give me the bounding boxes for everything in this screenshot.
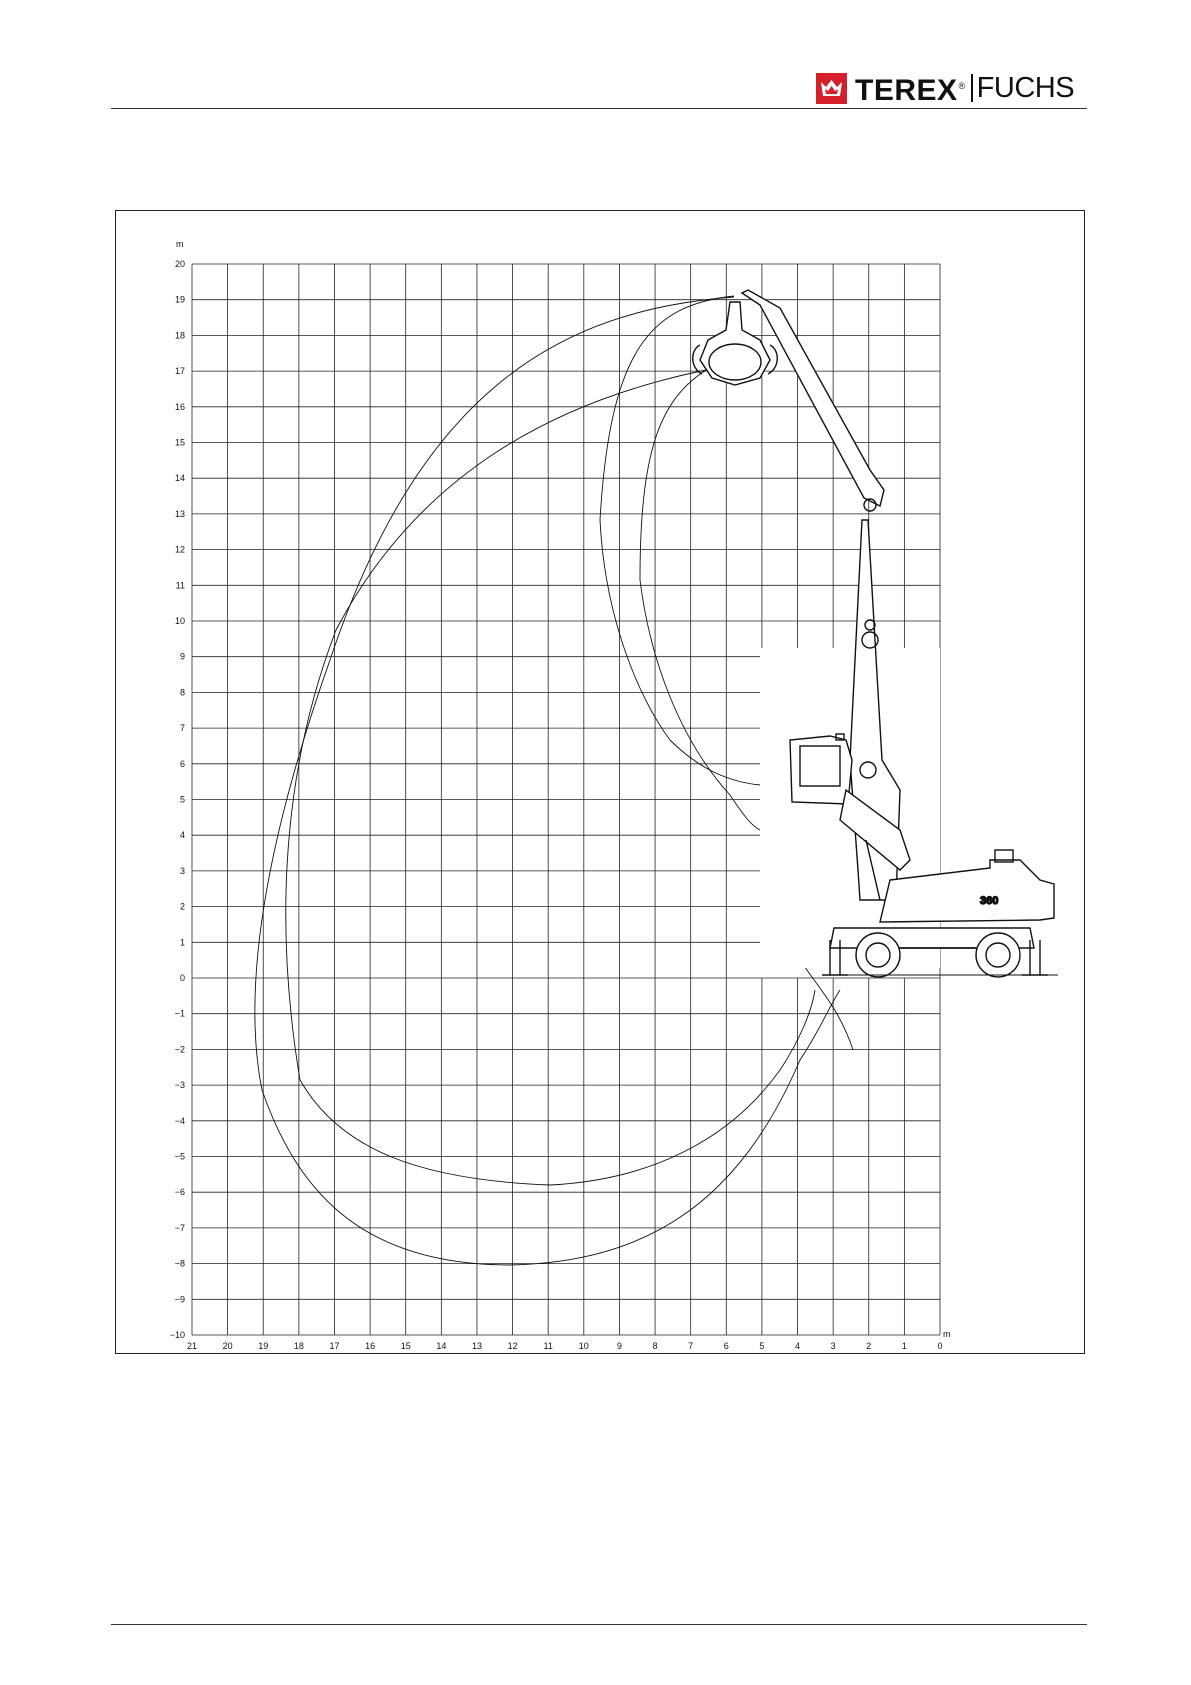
x-tick-label: 18 xyxy=(293,1341,304,1351)
material-handler-machine xyxy=(693,290,1058,977)
y-tick-label: 17 xyxy=(174,366,185,377)
inner-reach-curve xyxy=(286,370,815,1185)
x-tick-label: 2 xyxy=(866,1341,872,1351)
y-tick-label: −10 xyxy=(169,1330,185,1340)
x-tick-label: 5 xyxy=(759,1341,765,1351)
x-tick-label: 14 xyxy=(436,1341,447,1351)
y-tick-label: 16 xyxy=(174,401,185,412)
y-unit-label: m xyxy=(176,239,184,249)
y-tick-label: 9 xyxy=(179,651,185,662)
y-tick-label: 14 xyxy=(174,473,185,484)
y-tick-label: 4 xyxy=(179,830,185,841)
y-tick-label: 13 xyxy=(174,508,185,519)
footer-rule xyxy=(111,1624,1087,1625)
y-tick-label: 0 xyxy=(179,973,185,983)
y-tick-label: 5 xyxy=(179,794,185,805)
x-tick-label: 13 xyxy=(471,1341,482,1351)
y-tick-label: 15 xyxy=(174,437,185,448)
y-tick-label: 12 xyxy=(174,544,185,555)
y-tick-label: 8 xyxy=(179,687,185,698)
y-tick-label: 11 xyxy=(175,580,185,591)
machine-model-label: 360 xyxy=(980,895,999,907)
y-tick-label: −3 xyxy=(174,1080,185,1091)
y-tick-label: 20 xyxy=(174,259,185,269)
y-tick-label: 3 xyxy=(179,865,185,876)
stick xyxy=(742,290,884,506)
x-tick-label: 21 xyxy=(186,1341,198,1351)
y-tick-label: 18 xyxy=(174,330,185,341)
x-tick-label: 16 xyxy=(365,1341,376,1351)
y-tick-label: −9 xyxy=(174,1294,185,1305)
brand-fuchs: FUCHS xyxy=(976,72,1075,104)
y-tick-label: 19 xyxy=(174,294,185,305)
registered-mark: ® xyxy=(958,80,966,91)
y-tick-label: 1 xyxy=(179,937,185,948)
x-tick-label: 10 xyxy=(578,1341,589,1351)
y-tick-label: −1 xyxy=(174,1008,185,1019)
x-tick-label: 7 xyxy=(688,1341,694,1351)
x-tick-label: 3 xyxy=(830,1341,836,1351)
lower-arc-1 xyxy=(800,960,853,1050)
y-tick-label: −2 xyxy=(174,1044,185,1055)
x-tick-label: 4 xyxy=(795,1341,801,1351)
y-tick-label: −7 xyxy=(174,1222,185,1233)
y-tick-label: −6 xyxy=(174,1187,185,1198)
y-tick-label: 10 xyxy=(174,616,185,626)
upper-arc-2 xyxy=(640,370,760,830)
x-tick-label: 12 xyxy=(507,1341,518,1351)
x-tick-label: 20 xyxy=(222,1341,233,1351)
y-tick-label: −8 xyxy=(174,1258,185,1269)
y-tick-label: −5 xyxy=(174,1151,185,1162)
y-tick-label: 6 xyxy=(179,758,185,769)
x-tick-label: 9 xyxy=(616,1341,622,1351)
y-tick-label: −4 xyxy=(174,1115,185,1126)
x-tick-label: 1 xyxy=(901,1341,907,1351)
rear-wheel xyxy=(976,933,1020,977)
brand-terex-text: TEREX xyxy=(855,73,958,107)
x-tick-label: 8 xyxy=(652,1341,658,1351)
x-tick-label: 19 xyxy=(258,1341,269,1351)
x-tick-label: 6 xyxy=(723,1341,729,1351)
x-unit-label: m xyxy=(943,1329,951,1339)
y-tick-label: 7 xyxy=(179,723,185,734)
x-tick-label: 17 xyxy=(329,1341,340,1351)
front-wheel xyxy=(856,933,900,977)
x-tick-label: 0 xyxy=(937,1341,943,1351)
x-tick-labels xyxy=(187,1341,943,1351)
y-tick-labels xyxy=(170,259,185,1340)
x-tick-label: 15 xyxy=(400,1341,411,1351)
x-tick-label: 11 xyxy=(543,1341,553,1351)
y-tick-label: 2 xyxy=(179,901,185,912)
